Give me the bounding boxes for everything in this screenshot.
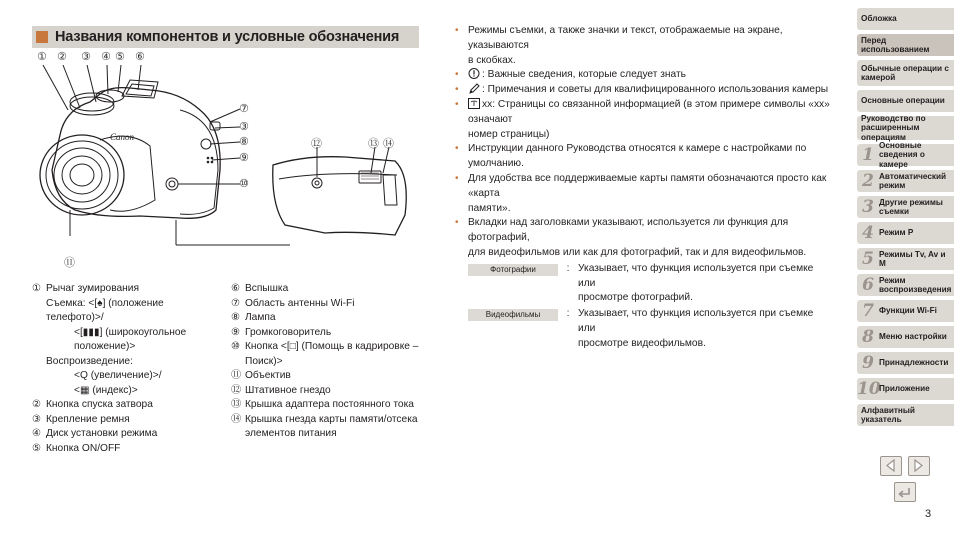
bullet-icon: • bbox=[455, 98, 459, 110]
note-item: • : Примечания и советы для квалифицированного использования камеры bbox=[455, 83, 835, 98]
warning-icon bbox=[468, 68, 480, 79]
photo-mode-tab: Фотографии bbox=[468, 264, 558, 276]
previous-page-button[interactable] bbox=[880, 456, 902, 476]
return-icon bbox=[895, 483, 914, 500]
conventions-notes bbox=[455, 24, 835, 352]
sidebar-item-index[interactable]: Алфавитный указатель bbox=[857, 404, 954, 426]
book-icon bbox=[468, 98, 480, 109]
part-item: ⑨ Громкоговоритель bbox=[231, 326, 332, 338]
part-item: ② Кнопка спуска затвора bbox=[32, 399, 153, 410]
callout-3b: ③ bbox=[239, 120, 249, 133]
camera-drawing bbox=[30, 50, 290, 270]
bullet-icon: • bbox=[455, 172, 459, 184]
part-subitem: <▦ (индекс)> bbox=[74, 384, 138, 396]
part-subitem: Поиск)> bbox=[245, 355, 283, 367]
sidebar-item-cover[interactable]: Обложка bbox=[857, 8, 954, 30]
bullet-icon: • bbox=[455, 217, 459, 229]
part-item: ⑪ Объектив bbox=[231, 370, 291, 381]
note-item: • : Важные сведения, которые следует знать bbox=[455, 68, 835, 83]
callout-12: ⑫ bbox=[311, 137, 322, 150]
sidebar-item-chapter-4[interactable]: 4 Режим P bbox=[857, 222, 954, 244]
return-button[interactable] bbox=[894, 482, 916, 502]
part-item: ⑬ Крышка адаптера постоянного тока bbox=[231, 399, 414, 410]
camera-bottom-drawing bbox=[265, 135, 415, 250]
note-item: • Вкладки над заголовками указывают, используется ли функция для фотографий, для видеофильмов или как для фотографий, так и для видеофильмов. bbox=[455, 216, 835, 260]
camera-bottom-view bbox=[265, 135, 415, 250]
callout-13: ⑬ bbox=[368, 137, 379, 150]
sidebar-item-chapter-3[interactable]: 3 Другие режимы съемки bbox=[857, 196, 954, 218]
mode-description: Указывает, что функция используется при съемке или просмотре видеофильмов. bbox=[578, 308, 814, 349]
sidebar-item-chapter-6[interactable]: 6 Режим воспроизведения bbox=[857, 274, 954, 296]
sidebar-item-chapter-9[interactable]: 9 Принадлежности bbox=[857, 352, 954, 374]
video-mode-tab: Видеофильмы bbox=[468, 309, 558, 321]
sidebar-item-chapter-2[interactable]: 2 Автоматический режим bbox=[857, 170, 954, 192]
arrow-right-icon bbox=[909, 457, 928, 474]
sidebar-item-basic-operations[interactable]: Основные операции bbox=[857, 90, 954, 112]
bullet-icon: • bbox=[455, 84, 459, 96]
camera-illustration bbox=[30, 50, 290, 270]
chapter-sidebar bbox=[857, 8, 954, 430]
callout-11: ⑪ bbox=[64, 256, 75, 269]
callout-10: ⑩ bbox=[239, 177, 249, 190]
callout-2: ② bbox=[57, 50, 67, 63]
note-item: • xx: Страницы со связанной информацией (в этом примере символы «xx» означают номер страницы) bbox=[455, 98, 835, 142]
sidebar-item-common-operations[interactable]: Обычные операции с камерой bbox=[857, 60, 954, 86]
callout-1: ① bbox=[37, 50, 47, 63]
parts-list-right bbox=[231, 282, 431, 442]
part-subitem: элементов питания bbox=[245, 428, 337, 439]
part-subitem: Воспроизведение: bbox=[46, 355, 133, 367]
part-subitem: <[▮▮▮] (широкоугольное bbox=[74, 326, 187, 338]
callout-9: ⑨ bbox=[239, 151, 249, 164]
sidebar-item-chapter-1[interactable]: 1 Основные сведения о камере bbox=[857, 144, 954, 166]
part-subitem: положение)> bbox=[74, 341, 136, 352]
part-item: ④ Диск установки режима bbox=[32, 428, 158, 439]
note-item: • Для удобства все поддерживаемые карты памяти обозначаются просто как «карта памяти». bbox=[455, 172, 835, 216]
part-subitem: Съемка: <[♠] (положение телефото)>/ bbox=[46, 297, 164, 323]
note-item: • Режимы съемки, а также значки и текст, отображаемые на экране, указываются в скобках. bbox=[455, 24, 835, 68]
callout-4: ④ bbox=[101, 50, 111, 63]
bullet-icon: • bbox=[455, 69, 459, 81]
next-page-button[interactable] bbox=[908, 456, 930, 476]
pencil-icon bbox=[468, 83, 480, 94]
sidebar-item-chapter-7[interactable]: 7 Функции Wi-Fi bbox=[857, 300, 954, 322]
callout-3: ③ bbox=[81, 50, 91, 63]
sidebar-item-advanced-guide[interactable]: Руководство по расширенным операциям bbox=[857, 116, 954, 140]
bullet-icon: • bbox=[455, 25, 459, 36]
title-marker bbox=[36, 31, 48, 43]
sidebar-item-before-use[interactable]: Перед использованием bbox=[857, 34, 954, 56]
part-item: ⑦ Область антенны Wi-Fi bbox=[231, 297, 355, 309]
sidebar-item-chapter-8[interactable]: 8 Меню настройки bbox=[857, 326, 954, 348]
part-subitem: <Q (увеличение)>/ bbox=[74, 370, 162, 381]
callout-8: ⑧ bbox=[239, 135, 249, 148]
camera-brand: Canon bbox=[110, 132, 135, 142]
part-item: ⑫ Штативное гнездо bbox=[231, 384, 331, 396]
callout-6: ⑥ bbox=[135, 50, 145, 63]
page-number: 3 bbox=[925, 508, 932, 520]
note-item: • Инструкции данного Руководства относятся к камере с настройками по умолчанию. bbox=[455, 142, 835, 172]
part-item: ⑩ Кнопка <[□] (Помощь в кадрировке – bbox=[231, 341, 419, 352]
mode-row-video: Видеофильмы : Указывает, что функция используется при съемке или просмотре видеофильмов. bbox=[468, 307, 835, 351]
part-item: ⑥ Вспышка bbox=[231, 283, 289, 294]
page-title: Названия компонентов и условные обозначения bbox=[55, 29, 400, 45]
mode-row-photo: Фотографии : Указывает, что функция используется при съемке или просмотре фотографий. bbox=[468, 262, 835, 306]
arrow-left-icon bbox=[881, 457, 900, 474]
part-item: ⑧ Лампа bbox=[231, 312, 276, 323]
part-item: ⑤ Кнопка ON/OFF bbox=[32, 442, 121, 454]
part-item: ⑭ Крышка гнезда карты памяти/отсека bbox=[231, 413, 418, 425]
sidebar-item-chapter-10[interactable]: 10 Приложение bbox=[857, 378, 954, 400]
page-title-bar bbox=[32, 26, 419, 48]
callout-7: ⑦ bbox=[239, 102, 249, 115]
part-item: ③ Крепление ремня bbox=[32, 413, 130, 425]
parts-list-left bbox=[32, 282, 222, 456]
callout-5: ⑤ bbox=[115, 50, 125, 63]
part-item: ① Рычаг зумирования bbox=[32, 283, 139, 294]
sidebar-item-chapter-5[interactable]: 5 Режимы Tv, Av и M bbox=[857, 248, 954, 270]
mode-description: Указывает, что функция используется при съемке или просмотре фотографий. bbox=[578, 262, 814, 304]
bullet-icon: • bbox=[455, 143, 459, 155]
callout-14: ⑭ bbox=[383, 137, 394, 150]
